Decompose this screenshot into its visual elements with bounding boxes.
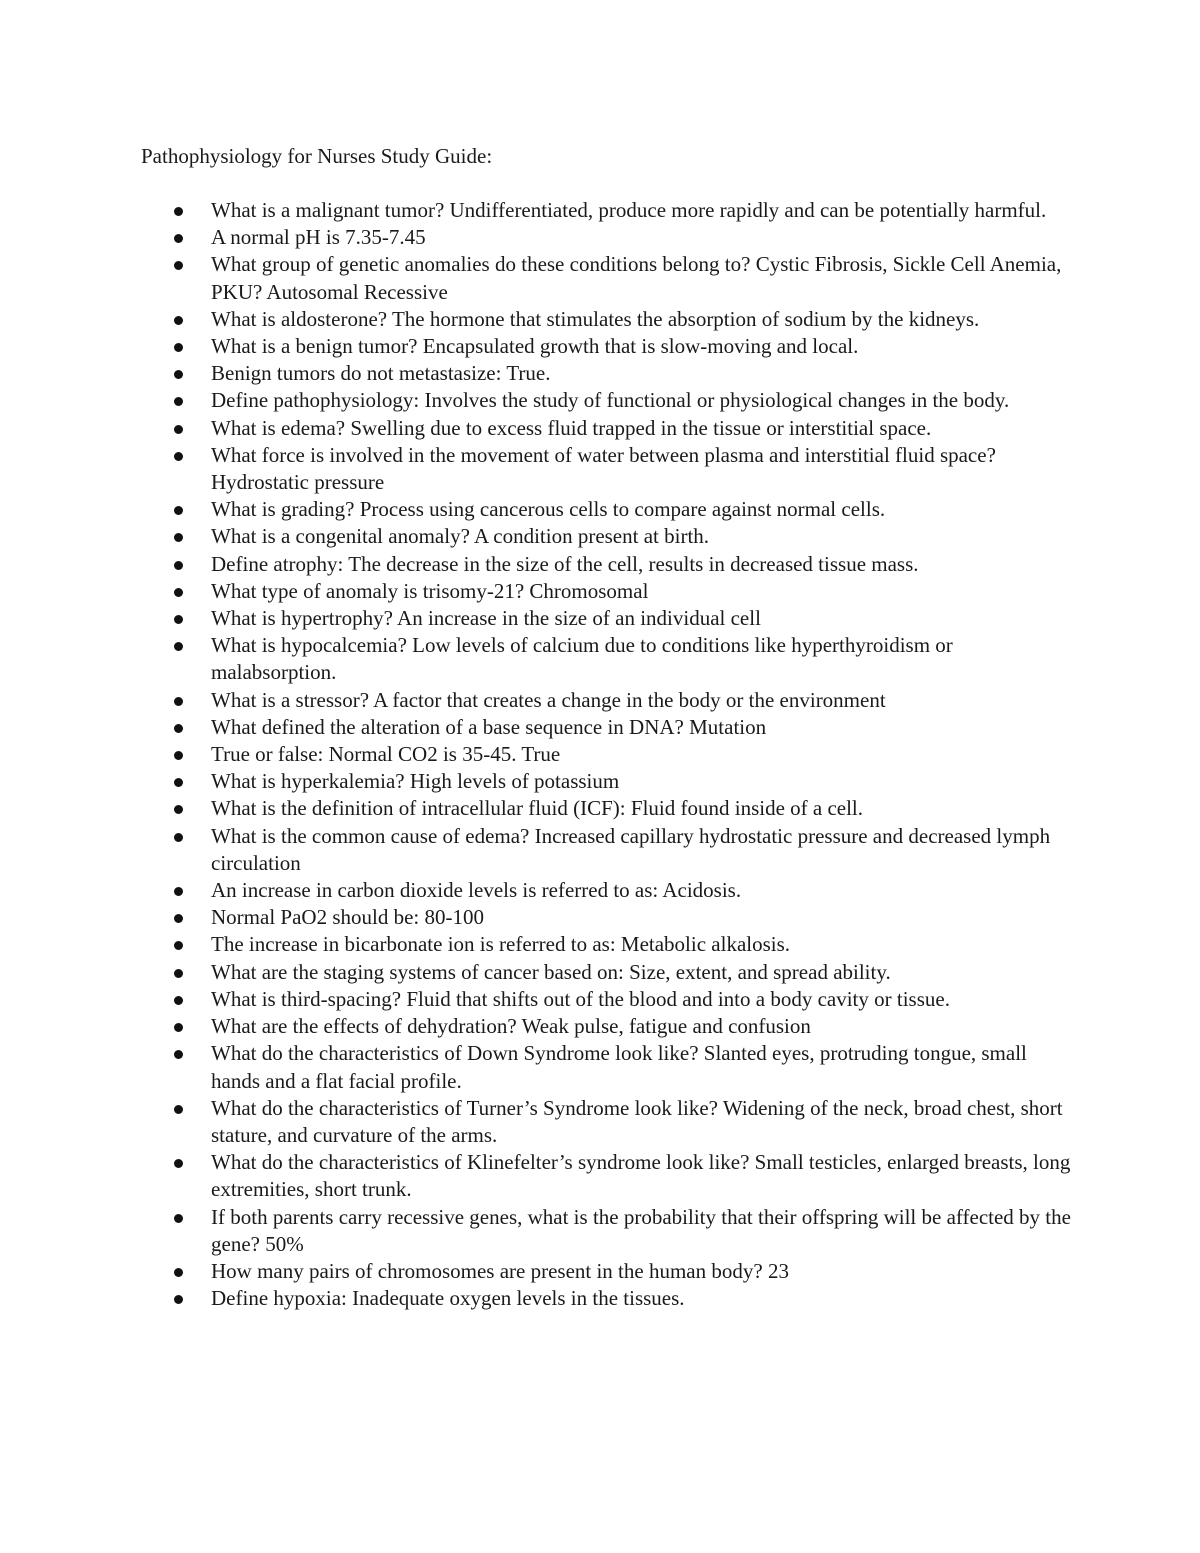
list-item-text: What do the characteristics of Turner’s Syndrome look like? Widening of the neck, broad chest, short stature, and curvature of the arms. — [211, 1095, 1063, 1147]
bullet-icon — [174, 588, 183, 597]
list-item — [211, 306, 1071, 333]
list-item-text: What force is involved in the movement of water between plasma and interstitial fluid space? Hydrostatic pressure — [211, 442, 996, 495]
bullet-icon — [174, 1214, 183, 1223]
bullet-icon — [174, 207, 183, 216]
list-item — [211, 1095, 1071, 1149]
list-item-text: A normal pH is 7.35-7.45 — [211, 225, 426, 250]
list-item — [211, 360, 1071, 387]
list-item-text: What is third-spacing? Fluid that shifts out of the blood and into a body cavity or tissue. — [211, 986, 950, 1011]
list-item-text: What defined the alteration of a base sequence in DNA? Mutation — [211, 714, 767, 739]
list-item-text: Define atrophy: The decrease in the size of the cell, results in decreased tissue mass. — [211, 551, 919, 576]
bullet-icon — [174, 1295, 183, 1304]
list-item-text: What are the effects of dehydration? Weak pulse, fatigue and confusion — [211, 1014, 811, 1039]
bullet-icon — [174, 343, 183, 352]
bullet-icon — [174, 533, 183, 542]
list-item-text: What do the characteristics of Down Syndrome look like? Slanted eyes, protruding tongue, small hands and a flat facial profile. — [211, 1041, 1027, 1093]
list-item-text: What is hypertrophy? An increase in the size of an individual cell — [211, 606, 761, 631]
bullet-icon — [174, 833, 183, 842]
list-item-text: Define pathophysiology: Involves the study of functional or physiological changes in the body. — [211, 388, 1010, 413]
study-guide-list — [211, 197, 1071, 1312]
bullet-icon — [174, 941, 183, 950]
list-item-text: What is hypocalcemia? Low levels of calcium due to conditions like hyperthyroidism or malabsorption. — [211, 633, 953, 685]
bullet-icon — [174, 969, 183, 978]
list-item-text: Benign tumors do not metastasize: True. — [211, 361, 551, 386]
list-item — [211, 823, 1071, 877]
list-item-text: What is a congenital anomaly? A condition present at birth. — [211, 524, 710, 549]
list-item-text: How many pairs of chromosomes are present in the human body? 23 — [211, 1258, 789, 1283]
document-title: Pathophysiology for Nurses Study Guide: — [141, 144, 493, 168]
bullet-icon — [174, 397, 183, 406]
list-item — [211, 333, 1071, 360]
bullet-icon — [174, 615, 183, 624]
list-item-text: What is a stressor? A factor that creates a change in the body or the environment — [211, 687, 886, 712]
list-item — [211, 1258, 1071, 1285]
list-item-text: What is a benign tumor? Encapsulated growth that is slow-moving and local. — [211, 334, 859, 359]
bullet-icon — [174, 914, 183, 923]
list-item-text: Normal PaO2 should be: 80-100 — [211, 905, 484, 930]
list-item-text: True or false: Normal CO2 is 35-45. True — [211, 742, 561, 767]
bullet-icon — [174, 1023, 183, 1032]
bullet-icon — [174, 996, 183, 1005]
bullet-icon — [174, 370, 183, 379]
list-item — [211, 795, 1071, 822]
list-item — [211, 1285, 1071, 1312]
bullet-icon — [174, 506, 183, 515]
list-item — [211, 931, 1071, 958]
list-item-text: Define hypoxia: Inadequate oxygen levels in the tissues. — [211, 1286, 685, 1311]
list-item — [211, 632, 1071, 686]
list-item — [211, 496, 1071, 523]
bullet-icon — [174, 452, 183, 461]
list-item — [211, 714, 1071, 741]
list-item — [211, 1013, 1071, 1040]
list-item-text: What do the characteristics of Klinefelter’s syndrome look like? Small testicles, enlarged breasts, long extremities, short trunk. — [211, 1150, 1071, 1202]
list-item-text: What is grading? Process using cancerous cells to compare against normal cells. — [211, 497, 886, 522]
bullet-icon — [174, 778, 183, 787]
list-item — [211, 959, 1071, 986]
bullet-icon — [174, 887, 183, 896]
bullet-icon — [174, 234, 183, 243]
bullet-icon — [174, 1268, 183, 1277]
bullet-icon — [174, 697, 183, 706]
bullet-icon — [174, 1050, 183, 1059]
bullet-icon — [174, 805, 183, 814]
list-item-text: What group of genetic anomalies do these conditions belong to? Cystic Fibrosis, Sickle Cell Anemia, PKU? Autosomal Recessive — [211, 252, 1062, 304]
bullet-icon — [174, 561, 183, 570]
list-item-text: The increase in bicarbonate ion is referred to as: Metabolic alkalosis. — [211, 932, 791, 957]
list-item — [211, 768, 1071, 795]
list-item — [211, 1204, 1071, 1258]
list-item — [211, 251, 1071, 305]
list-item-text: What is the definition of intracellular fluid (ICF): Fluid found inside of a cell. — [211, 796, 864, 821]
list-item — [211, 551, 1071, 578]
list-item — [211, 578, 1071, 605]
bullet-icon — [174, 316, 183, 325]
list-item — [211, 687, 1071, 714]
list-item — [211, 741, 1071, 768]
list-item-text: What is hyperkalemia? High levels of potassium — [211, 769, 620, 794]
bullet-icon — [174, 724, 183, 733]
list-item-text: What is a malignant tumor? Undifferentiated, produce more rapidly and can be potentially harmful. — [211, 198, 1047, 222]
bullet-icon — [174, 1105, 183, 1114]
list-item-text: If both parents carry recessive genes, what is the probability that their offspring will be affected by the gene? 50% — [211, 1204, 1071, 1256]
list-item — [211, 387, 1071, 414]
list-item — [211, 415, 1071, 442]
list-item-text: What is edema? Swelling due to excess fluid trapped in the tissue or interstitial space. — [211, 415, 932, 440]
list-item — [211, 877, 1071, 904]
list-item — [211, 986, 1071, 1013]
bullet-icon — [174, 751, 183, 760]
bullet-icon — [174, 642, 183, 651]
list-item — [211, 904, 1071, 931]
list-item — [211, 1149, 1071, 1203]
list-item-text: An increase in carbon dioxide levels is referred to as: Acidosis. — [211, 878, 742, 903]
bullet-icon — [174, 261, 183, 270]
list-item — [211, 605, 1071, 632]
list-item — [211, 197, 1071, 224]
list-item — [211, 224, 1071, 251]
list-item — [211, 1040, 1071, 1094]
list-item-text: What is the common cause of edema? Increased capillary hydrostatic pressure and decreased lymph circulation — [211, 823, 1051, 875]
list-item-text: What is aldosterone? The hormone that stimulates the absorption of sodium by the kidneys. — [211, 306, 980, 331]
bullet-icon — [174, 1159, 183, 1168]
list-item-text: What type of anomaly is trisomy-21? Chromosomal — [211, 578, 649, 603]
list-item — [211, 442, 1071, 496]
list-item-text: What are the staging systems of cancer based on: Size, extent, and spread ability. — [211, 959, 891, 984]
bullet-icon — [174, 425, 183, 434]
list-item — [211, 523, 1071, 550]
